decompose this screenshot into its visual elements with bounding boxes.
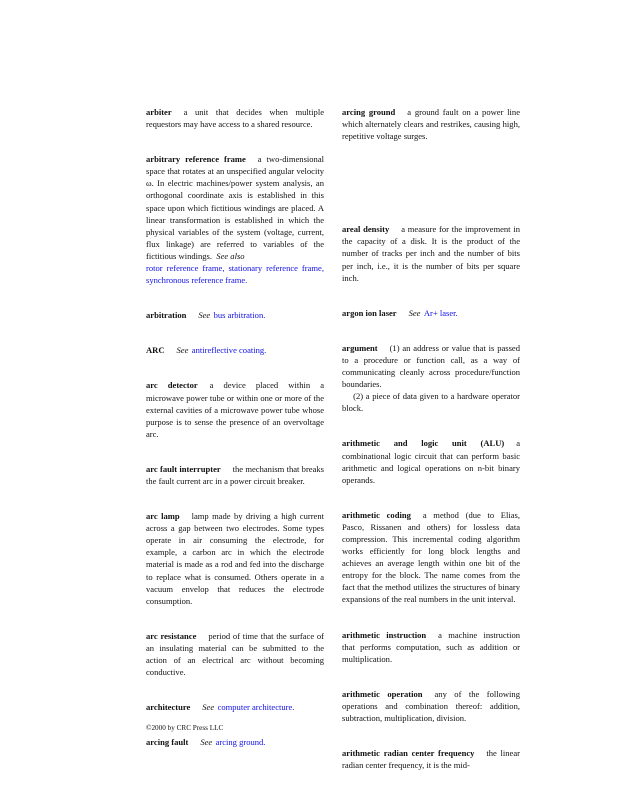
entry-arcing-fault [146,736,324,748]
entry-term: arbitrary reference frame [146,154,246,165]
cross-reference-link[interactable]: bus arbitration. [213,310,266,321]
entry-term: arcing fault [146,737,189,748]
entry-term: arcing ground [342,107,396,117]
entry-alu [342,437,520,485]
entry-definition: the linear radian center frequency, it is the mid- [342,748,520,771]
cross-reference-link[interactable]: Ar+ laser. [423,307,458,318]
cross-reference-link[interactable]: antireflective coating. [191,345,267,356]
entry-arc [146,344,324,356]
cross-reference-link[interactable]: computer architecture. [217,702,295,713]
entry-term: arithmetic and logic unit (ALU) [342,438,505,449]
entry-arc-lamp [146,510,324,607]
entry-term: arithmetic instruction [342,629,427,640]
entry-arc-detector [146,379,324,439]
entry-arc-resistance [146,630,324,678]
entry-arbiter [146,106,324,130]
entry-definition: lamp made by driving a high current across a gap between two electrodes. Some types operate in air consuming the electrode, for example, a carbon arc in which the electrode material is made as a rod and fed into the discharge to replace what is consumed. Others operate in a vacuum envelop that reduces the electrode consumption. [146,511,324,606]
entry-argon-ion-laser [342,307,520,319]
entry-definition: a measure for the improvement in the capacity of a disk. It is the product of the number of tracks per inch and the number of bits per inch, i.e., it is the number of bits per square inch. [342,224,520,283]
see-label: See [202,702,215,713]
copyright-footer: ©2000 by CRC Press LLC [146,724,224,732]
entry-areal-density [342,223,520,283]
entry-definition: a ground fault on a power line which alternately clears and restrikes, causing high, repetitive voltage surges. [342,107,520,142]
entry-arithmetic-coding [342,509,520,606]
entry-definition: a method (due to Elias, Pasco, Rissanen and others) for lossless data compression. This incremental coding algorithm works efficiently for long block lengths and achieves an average length within one bit of the entropy for the block. The name comes from the fact that the method utilizes the structures of binary expansions of the real numbers in the unit interval. [342,509,520,605]
entry-term: arc lamp [146,511,180,522]
entry-term: areal density [342,224,390,235]
cross-reference-link[interactable]: arcing ground. [215,737,266,748]
entry-arithmetic-operation [342,688,520,724]
entry-term: arc detector [146,380,198,391]
entry-arithmetic-radian-center-frequency [342,747,520,771]
entry-term: arithmetic coding [342,509,411,520]
entry-arc-fault-interrupter [146,463,324,487]
entry-term: arc resistance [146,630,197,641]
entry-arcing-ground [342,106,520,142]
left-column [146,106,324,771]
entry-architecture [146,701,324,713]
column-gap [342,165,520,215]
entry-definition-2: (2) a piece of data given to a hardware operator block. [342,391,520,414]
see-label: See [200,737,213,748]
entry-definition: the mechanism that breaks the fault current arc in a power circuit breaker. [146,463,324,486]
entry-term: arc fault interrupter [146,463,221,474]
entry-term: argument [342,342,378,353]
entry-arbitrary-reference-frame [146,153,324,286]
entry-definition: a device placed within a microwave power tube or within one or more of the external cavities of a microwave power tube whose purpose is to sense the presence of an overvoltage arc. [146,380,324,439]
entry-term: argon ion laser [342,307,397,318]
entry-term: arbiter [146,107,172,117]
see-label: See [176,345,189,356]
entry-term: arbitration [146,310,187,321]
entry-argument [342,342,520,415]
right-column [342,106,520,794]
entry-definition: any of the following operations and combination thereof: addition, subtraction, multiplication, division. [342,688,520,723]
entry-definition: period of time that the surface of an insulating material can be submitted to the action of an electrical arc without becoming conductive. [146,630,325,678]
entry-term: arithmetic operation [342,688,423,699]
entry-term: ARC [146,345,165,356]
entry-definition: a two-dimensional space that rotates at an unspecified angular velocity ω. In electric machines/power system analysis, an orthogonal coordinate axis is established in this space upon which fictitious windings are placed. A linear transformation is established in which the physical variables of the system (voltage, current, flux linkage) are referred to variables of the fictitious windings. [146,154,324,261]
see-also-label: See also [216,250,245,261]
entry-definition: a combinational logic circuit that can perform basic arithmetic and logical operations on n-bit binary operands. [342,438,520,485]
entry-term: arithmetic radian center frequency [342,748,475,759]
entry-arithmetic-instruction [342,629,520,665]
entry-arbitration [146,309,324,321]
entry-term: architecture [146,702,191,713]
see-also-links[interactable]: rotor reference frame, stationary reference frame, synchronous reference frame. [146,263,324,286]
entry-definition: (1) an address or value that is passed to a procedure or function call, as a way of communicating cleanly across procedure/function boundaries. [342,342,520,390]
entry-definition: a machine instruction that performs computation, such as addition or multiplication. [342,629,521,664]
entry-definition: a unit that decides when multiple requestors may have access to a shared resource. [146,107,324,130]
see-label: See [408,307,421,318]
see-label: See [198,310,211,321]
